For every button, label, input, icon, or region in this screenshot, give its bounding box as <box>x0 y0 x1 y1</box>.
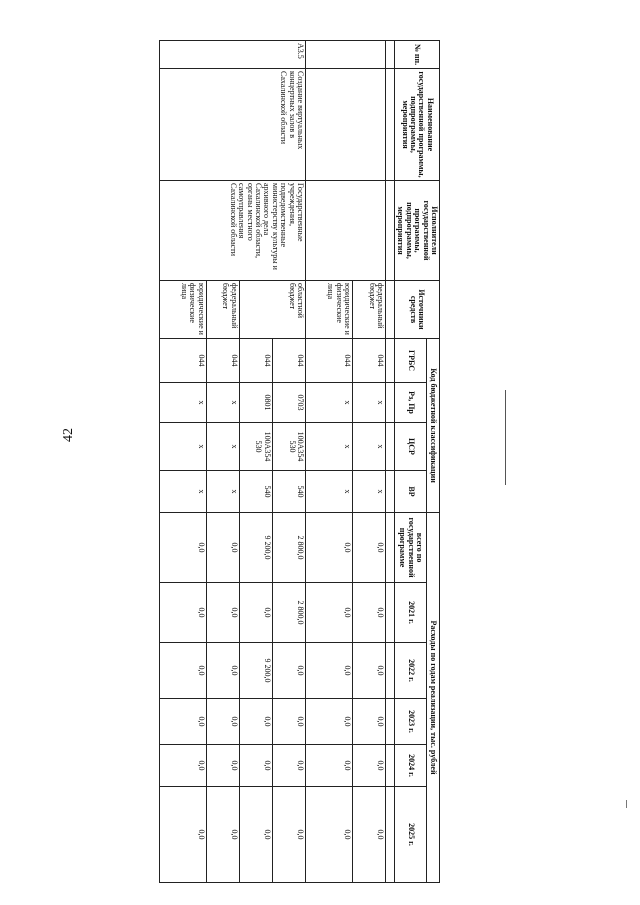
cell-vr: x <box>206 471 239 513</box>
cell-2025: 0,0 <box>272 787 305 883</box>
cell-2025: 0,0 <box>206 787 239 883</box>
cell-grbs: 044 <box>352 339 385 383</box>
header-csr: ЦСР <box>395 423 427 471</box>
cell-grbs: 044 <box>272 339 305 383</box>
cell-2024: 0,0 <box>352 745 385 787</box>
cell-total: 0,0 <box>206 513 239 583</box>
cell-vr: x <box>305 471 352 513</box>
header-budget-code: Код бюджетной классификации <box>427 339 440 513</box>
cell-total: 2 800,0 <box>272 513 305 583</box>
cell-2023: 0,0 <box>159 699 206 745</box>
cell-csr: 100А354 530 <box>272 423 305 471</box>
cell-source: юридические и физические лица <box>305 281 352 339</box>
scan-tick <box>626 800 627 808</box>
cell-csr: x <box>159 423 206 471</box>
cell-2021: 0,0 <box>239 583 272 643</box>
cell-num <box>305 41 385 69</box>
cell-name: Создание виртуальных концертных залов в Сахалинской области <box>159 69 305 181</box>
cell-name <box>305 69 385 181</box>
table-row <box>272 41 305 883</box>
header-executor: Исполнители государственной программы, подпрограммы, мероприятия <box>395 181 440 281</box>
cell-2022: 0,0 <box>305 643 352 699</box>
cell-source: областной бюджет <box>239 281 305 339</box>
cell-executor <box>305 181 385 281</box>
cell-source: федеральный бюджет <box>352 281 385 339</box>
cell-2021: 2 800,0 <box>272 583 305 643</box>
cell-2021: 0,0 <box>305 583 352 643</box>
cell-rz-pr: x <box>206 383 239 423</box>
header-2021: 2021 г. <box>395 583 427 643</box>
scan-line <box>505 390 506 485</box>
cell-2022: 0,0 <box>352 643 385 699</box>
cell-2023: 0,0 <box>206 699 239 745</box>
cell-total: 0,0 <box>352 513 385 583</box>
header-spacer-row <box>386 41 395 883</box>
cell-2024: 0,0 <box>272 745 305 787</box>
cell-grbs: 044 <box>239 339 272 383</box>
header-grbs: ГРБС <box>395 339 427 383</box>
cell-executor: Государственные учреждения, подведомственные министерству культуры и архивного дела Сахалинской области, органы местного самоуправления Сахалинской области <box>159 181 305 281</box>
cell-total: 9 200,0 <box>239 513 272 583</box>
cell-2022: 0,0 <box>272 643 305 699</box>
cell-2025: 0,0 <box>305 787 352 883</box>
budget-table-rotated <box>164 40 440 846</box>
cell-vr: x <box>352 471 385 513</box>
budget-table <box>159 40 440 883</box>
cell-total: 0,0 <box>159 513 206 583</box>
cell-2023: 0,0 <box>272 699 305 745</box>
header-total: всего по государственной программе <box>395 513 427 583</box>
cell-2024: 0,0 <box>159 745 206 787</box>
cell-csr: x <box>305 423 352 471</box>
table-row <box>352 41 385 883</box>
cell-2021: 0,0 <box>206 583 239 643</box>
cell-rz-pr: 0703 <box>272 383 305 423</box>
cell-source: федеральный бюджет <box>206 281 239 339</box>
cell-total: 0,0 <box>305 513 352 583</box>
cell-num: А3.5 <box>159 41 305 69</box>
cell-csr: x <box>206 423 239 471</box>
cell-2023: 0,0 <box>352 699 385 745</box>
cell-rz-pr: 0801 <box>239 383 272 423</box>
cell-rz-pr: x <box>305 383 352 423</box>
cell-2021: 0,0 <box>352 583 385 643</box>
header-2024: 2024 г. <box>395 745 427 787</box>
cell-2023: 0,0 <box>305 699 352 745</box>
header-num: № пп. <box>395 41 440 69</box>
header-vr: ВР <box>395 471 427 513</box>
cell-2022: 0,0 <box>206 643 239 699</box>
cell-vr: x <box>159 471 206 513</box>
cell-2022: 0,0 <box>159 643 206 699</box>
cell-csr: 100А354 530 <box>239 423 272 471</box>
header-2023: 2023 г. <box>395 699 427 745</box>
header-2025: 2025 г. <box>395 787 427 883</box>
cell-csr: x <box>352 423 385 471</box>
cell-source: юридические и физические лица <box>159 281 206 339</box>
cell-vr: 540 <box>239 471 272 513</box>
header-source: Источники средств <box>395 281 440 339</box>
cell-grbs: 044 <box>159 339 206 383</box>
cell-grbs: 044 <box>305 339 352 383</box>
cell-2024: 0,0 <box>239 745 272 787</box>
cell-2025: 0,0 <box>159 787 206 883</box>
header-expenses: Расходы по годам реализации, тыс. рублей <box>427 513 440 883</box>
page-number: 42 <box>61 428 76 442</box>
cell-vr: 540 <box>272 471 305 513</box>
cell-2021: 0,0 <box>159 583 206 643</box>
header-name: Наименование государственной программы, подпрограммы, мероприятия <box>395 69 440 181</box>
cell-grbs: 044 <box>206 339 239 383</box>
cell-2024: 0,0 <box>206 745 239 787</box>
cell-2024: 0,0 <box>305 745 352 787</box>
cell-2023: 0,0 <box>239 699 272 745</box>
cell-2025: 0,0 <box>239 787 272 883</box>
header-rz-pr: Рз, Пр <box>395 383 427 423</box>
header-2022: 2022 г. <box>395 643 427 699</box>
cell-rz-pr: x <box>159 383 206 423</box>
cell-rz-pr: x <box>352 383 385 423</box>
cell-2025: 0,0 <box>352 787 385 883</box>
cell-2022: 9 200,0 <box>239 643 272 699</box>
